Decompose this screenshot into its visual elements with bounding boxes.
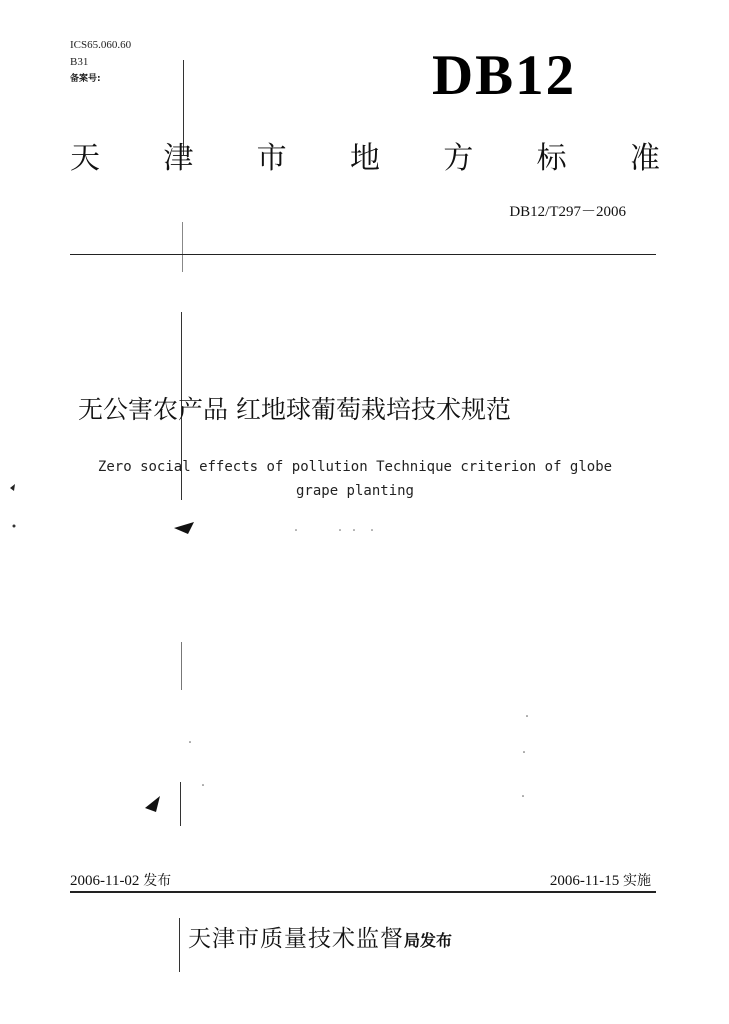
issue-date-value: 2006-11-02 <box>70 873 140 889</box>
heading-char: 方 <box>443 141 474 176</box>
heading-char: 天 <box>70 141 100 176</box>
scan-line <box>179 918 180 972</box>
issue-date <box>70 870 171 890</box>
effective-date <box>550 870 651 890</box>
publisher <box>188 920 452 953</box>
effective-date-value: 2006-11-15 <box>549 873 620 889</box>
heading-char: 市 <box>256 141 287 176</box>
standard-code: DB12 <box>432 44 577 107</box>
local-standard-heading <box>70 133 660 177</box>
heading-char: 津 <box>163 141 194 176</box>
heading-char: 标 <box>536 141 567 176</box>
top-divider <box>70 254 656 255</box>
scan-mark <box>174 522 194 534</box>
heading-char: 地 <box>349 141 380 176</box>
heading-char: 准 <box>629 141 660 176</box>
chinese-title: 无公害农产品 红地球葡萄栽培技术规范 <box>78 395 511 424</box>
english-title-line: Zero social effects of pollution Technique criterion of globe <box>97 459 613 475</box>
standard-number: DB12/T297－2006 <box>509 204 626 220</box>
ics-code: ICS65.060.60 <box>70 39 132 51</box>
scan-speck <box>13 525 16 528</box>
publisher-name: 天津市质量技术监督 <box>188 926 404 952</box>
scan-mark <box>145 796 160 812</box>
publisher-suffix: 局发布 <box>404 931 453 950</box>
english-title-line: grape planting <box>295 483 414 499</box>
scan-artifacts <box>0 470 729 850</box>
scan-line <box>182 222 183 272</box>
effective-date-label: 实施 <box>623 873 651 889</box>
bottom-divider <box>70 891 656 893</box>
record-number-label: 备案号: <box>70 74 101 84</box>
scan-speck <box>10 484 15 491</box>
issue-date-label: 发布 <box>143 873 172 889</box>
category-code: B31 <box>70 56 89 68</box>
